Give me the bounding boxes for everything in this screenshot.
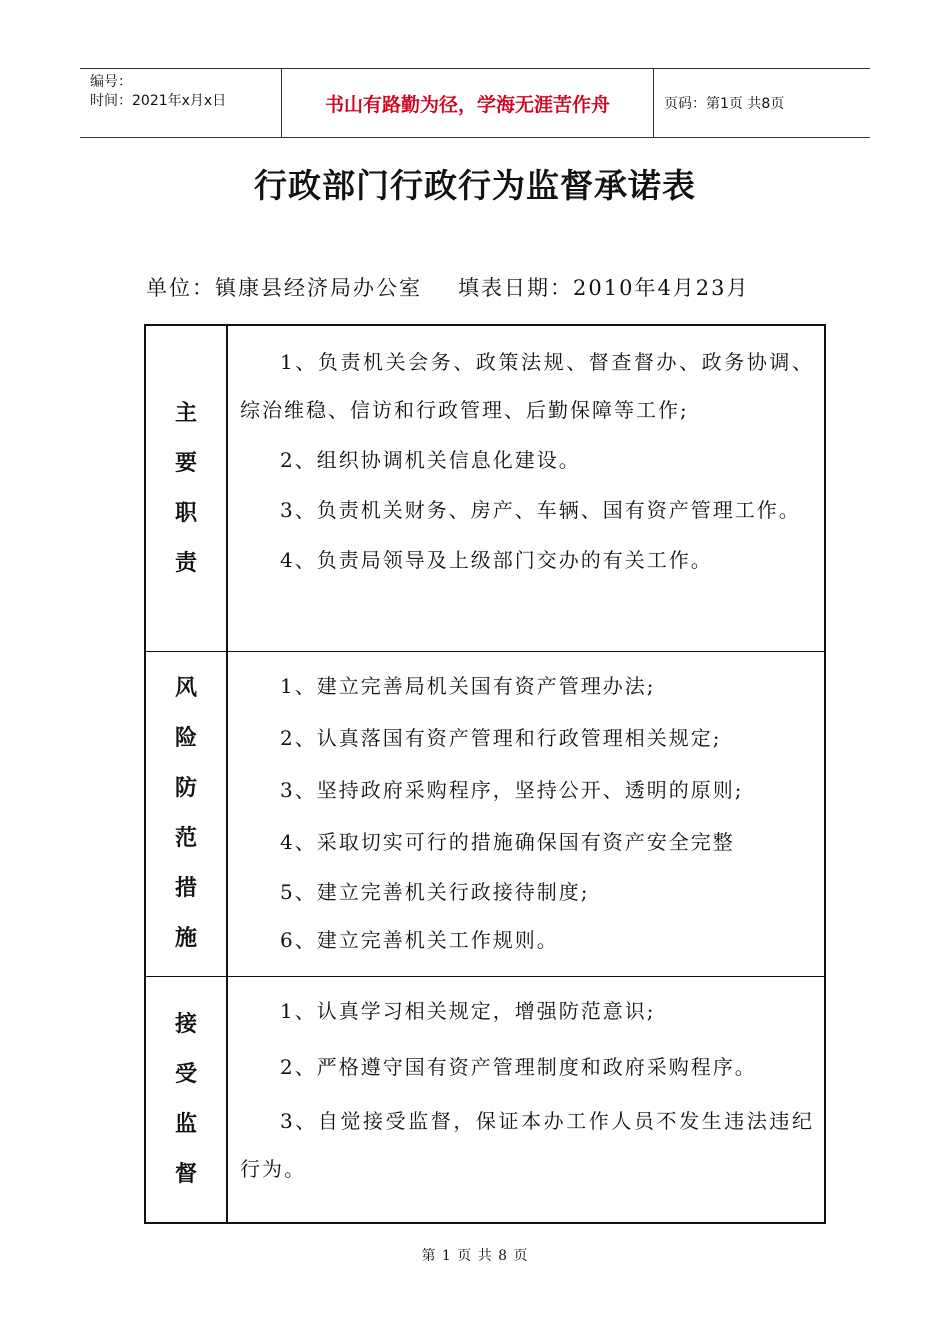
list-item: 2、严格遵守国有资产管理制度和政府采购程序。 xyxy=(280,1055,757,1079)
list-item: 3、自觉接受监督，保证本办工作人员不发生违法违纪行为。 xyxy=(240,1109,814,1181)
time-label: 时间：2021年x月x日 xyxy=(90,93,227,109)
section-label-risk: 风 险 防 范 措 施 xyxy=(146,652,228,976)
header-motto: 书山有路勤为径，学海无涯苦作舟 xyxy=(282,69,654,137)
list-item: 2、组织协调机关信息化建设。 xyxy=(280,448,581,472)
page-footer: 第 1 页 共 8 页 xyxy=(421,1248,529,1264)
list-item: 5、建立完善机关行政接待制度; xyxy=(280,880,590,904)
page-title: 行政部门行政行为监督承诺表 xyxy=(254,166,696,205)
list-item: 4、负责局领导及上级部门交办的有关工作。 xyxy=(280,548,713,572)
unit-text: 单位：镇康县经济局办公室 xyxy=(146,276,422,300)
header-meta xyxy=(80,69,282,137)
list-item: 1、负责机关会务、政策法规、督查督办、政务协调、综治维稳、信访和行政管理、后勤保障等工作; xyxy=(240,350,814,422)
number-label: 编号： xyxy=(90,74,132,90)
header-page-info: 页码：第1页 共8页 xyxy=(664,96,785,112)
section-label-supervision: 接 受 监 督 xyxy=(146,977,228,1222)
list-item: 3、坚持政府采购程序，坚持公开、透明的原则; xyxy=(280,778,744,802)
section-body-supervision xyxy=(228,977,824,1222)
fill-date: 填表日期：2010年4月23月 xyxy=(458,276,750,300)
commitment-table xyxy=(144,324,826,1224)
section-row-risk xyxy=(146,651,824,976)
list-item: 6、建立完善机关工作规则。 xyxy=(280,928,559,952)
section-label-duties: 主 要 职 责 xyxy=(146,326,228,651)
list-item: 4、采取切实可行的措施确保国有资产安全完整 xyxy=(280,830,735,854)
list-item: 3、负责机关财务、房产、车辆、国有资产管理工作。 xyxy=(280,498,801,522)
section-row-duties xyxy=(146,326,824,651)
list-item: 1、建立完善局机关国有资产管理办法; xyxy=(280,674,656,698)
document-header xyxy=(80,68,870,138)
section-body-risk xyxy=(228,652,824,976)
list-item: 1、认真学习相关规定，增强防范意识; xyxy=(280,999,656,1023)
section-body-duties xyxy=(228,326,824,651)
list-item: 2、认真落国有资产管理和行政管理相关规定; xyxy=(280,726,722,750)
unit-line xyxy=(146,272,750,302)
section-row-supervision xyxy=(146,976,824,1222)
